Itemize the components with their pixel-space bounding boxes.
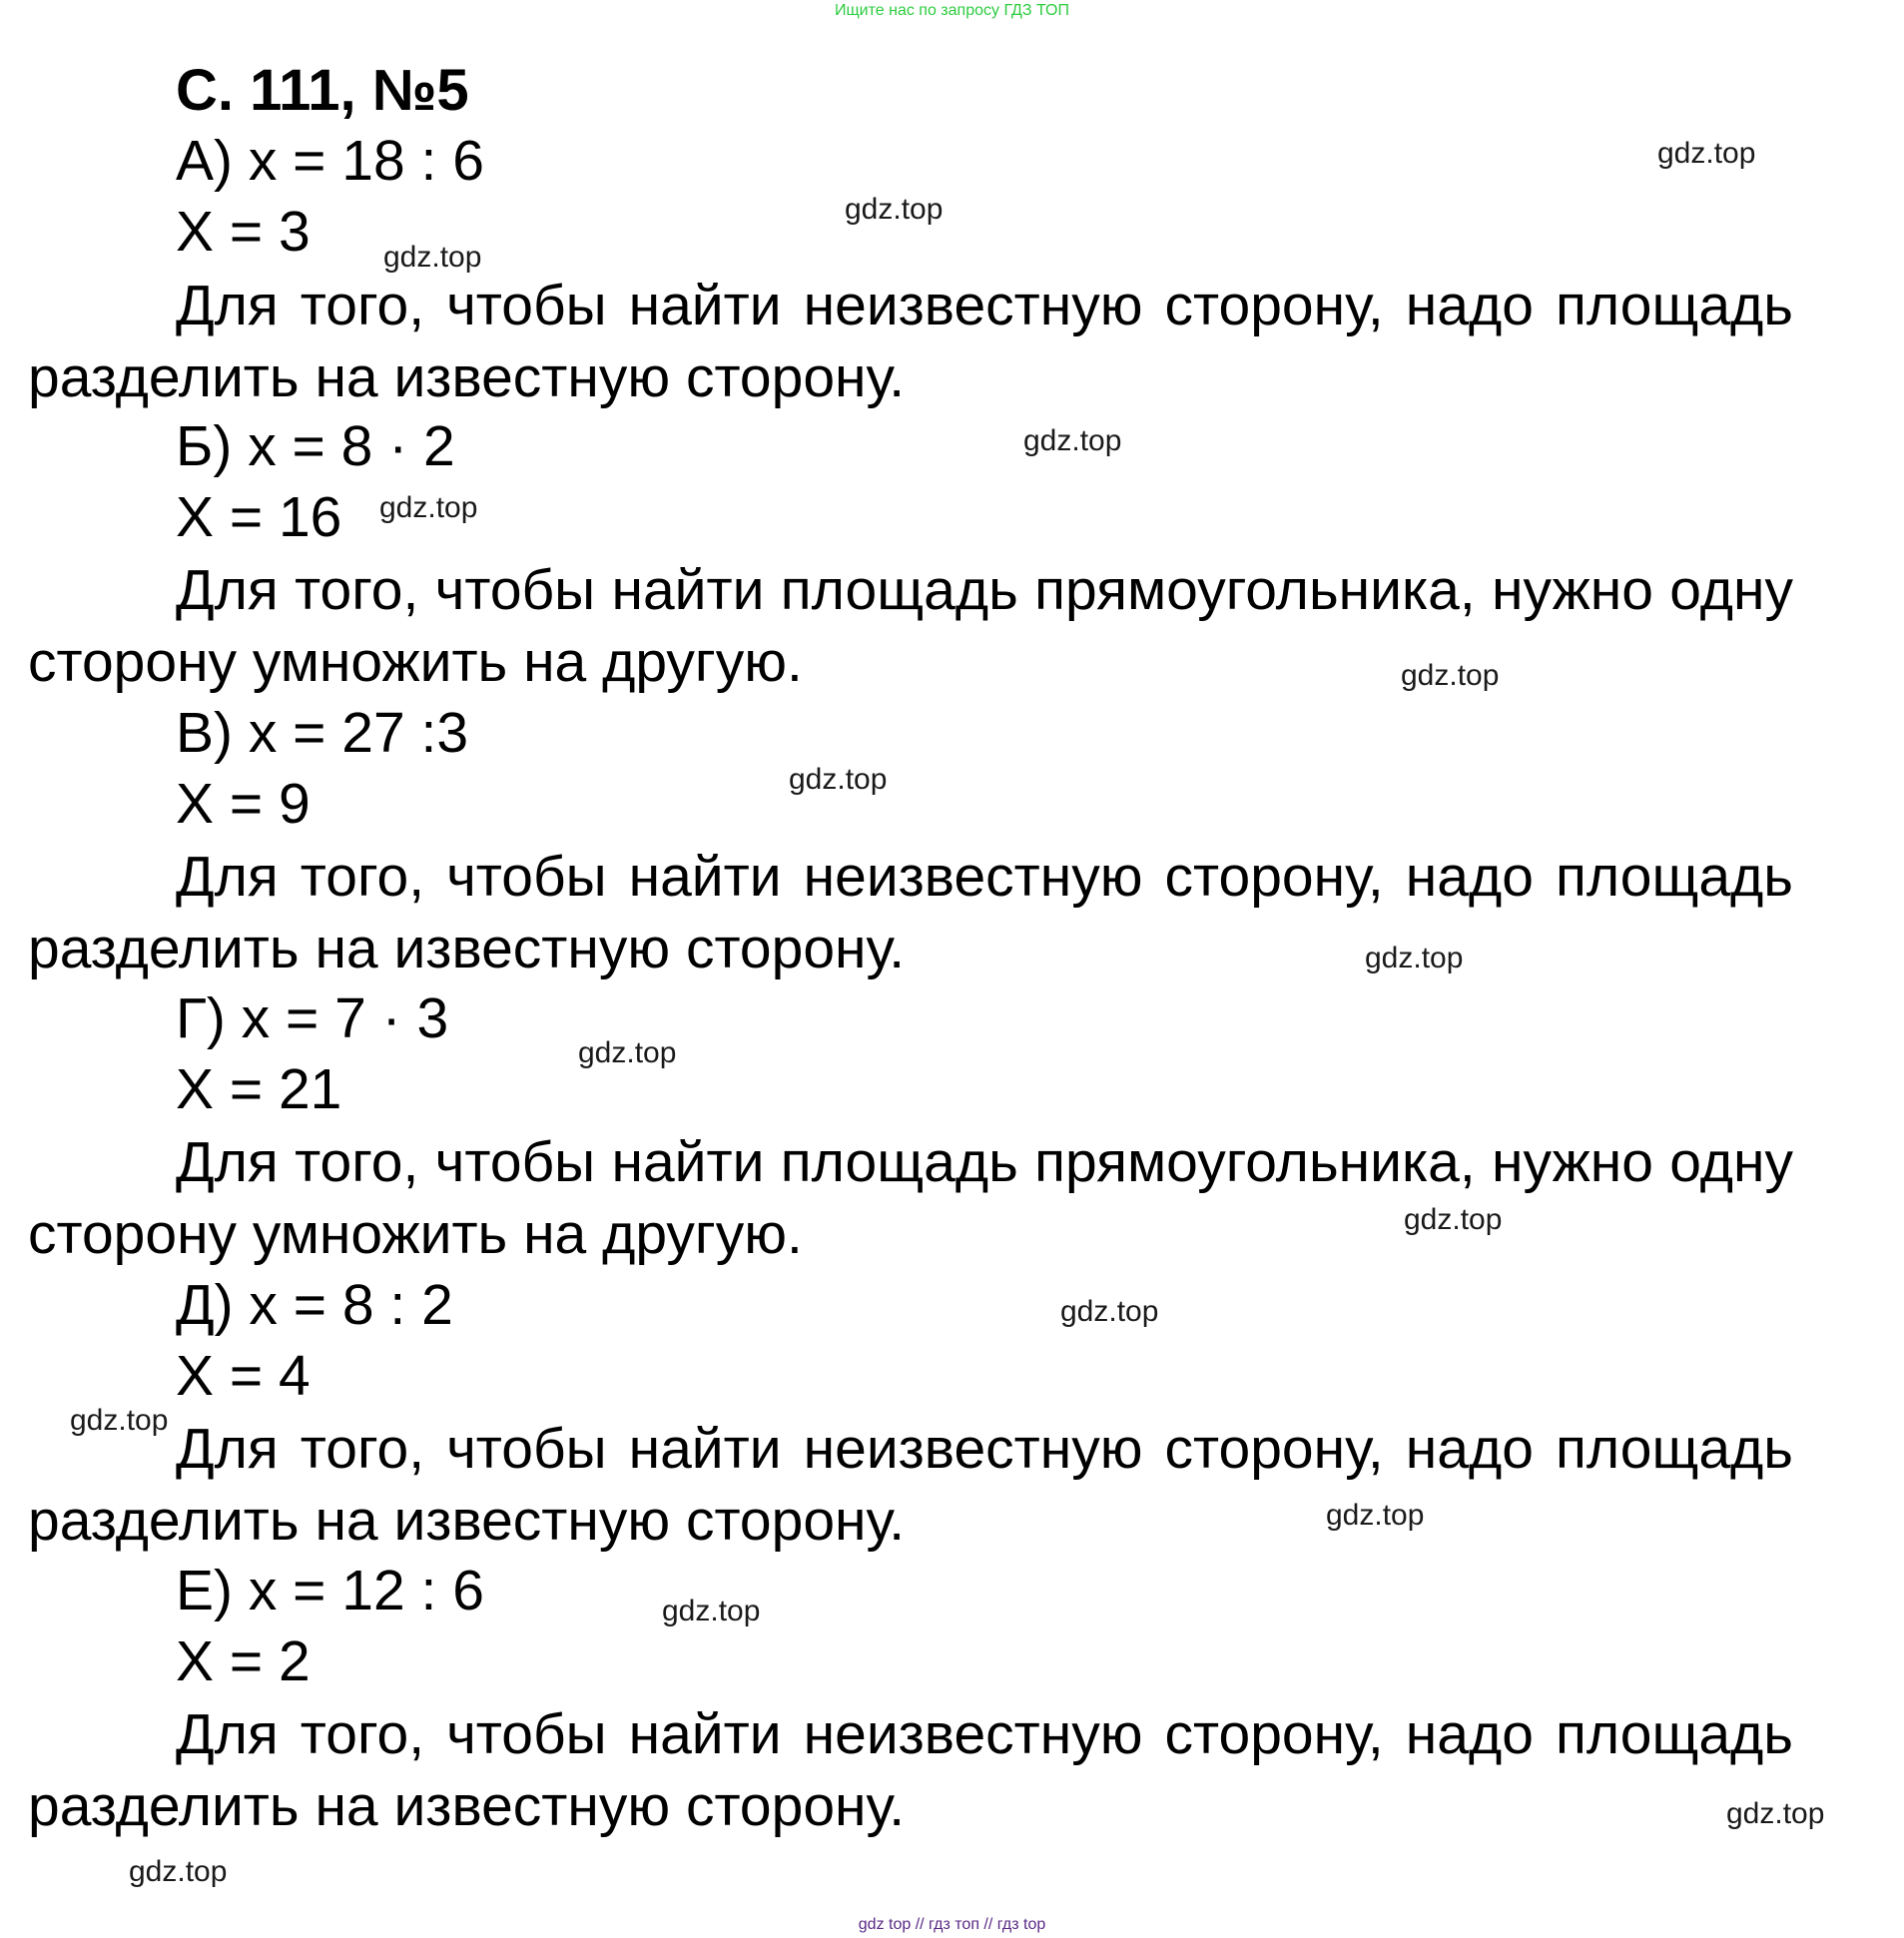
watermark: gdz.top bbox=[129, 1855, 228, 1888]
footer: gdz top // гдз топ // гдз top bbox=[858, 1916, 1046, 1933]
explanation-d: Для того, чтобы найти неизвестную сторону, надо площадь разделить на известную сторону. bbox=[28, 1417, 1793, 1553]
watermark: gdz.top bbox=[1657, 137, 1756, 170]
watermark: gdz.top bbox=[789, 763, 888, 796]
watermark: gdz.top bbox=[1404, 1203, 1503, 1236]
explanation-v: Для того, чтобы найти неизвестную сторону, надо площадь разделить на известную сторону. bbox=[28, 845, 1793, 980]
explanation-b: Для того, чтобы найти площадь прямоугольника, нужно одну сторону умножить на другую. bbox=[28, 558, 1793, 694]
result-g: X = 21 bbox=[176, 1057, 342, 1121]
result-d: X = 4 bbox=[176, 1344, 311, 1408]
result-a: X = 3 bbox=[176, 200, 311, 264]
top-banner: Ищите нас по запросу ГДЗ ТОП bbox=[835, 2, 1069, 19]
equation-d: Д) x = 8 : 2 bbox=[176, 1273, 453, 1337]
result-v: X = 9 bbox=[176, 772, 311, 836]
equation-b: Б) x = 8 · 2 bbox=[176, 414, 455, 478]
page-title: С. 111, №5 bbox=[176, 58, 469, 123]
explanation-a: Для того, чтобы найти неизвестную сторону, надо площадь разделить на известную сторону. bbox=[28, 274, 1793, 409]
watermark: gdz.top bbox=[383, 241, 482, 274]
result-e: X = 2 bbox=[176, 1629, 311, 1693]
watermark: gdz.top bbox=[1401, 659, 1500, 692]
watermark: gdz.top bbox=[379, 491, 478, 524]
watermark: gdz.top bbox=[70, 1404, 169, 1437]
explanation-e: Для того, чтобы найти неизвестную сторону, надо площадь разделить на известную сторону. bbox=[28, 1702, 1793, 1838]
equation-v: В) x = 27 :3 bbox=[176, 701, 469, 765]
watermark: gdz.top bbox=[662, 1595, 761, 1627]
watermark: gdz.top bbox=[1365, 942, 1464, 974]
equation-a: А) x = 18 : 6 bbox=[176, 129, 484, 193]
watermark: gdz.top bbox=[1326, 1499, 1425, 1532]
explanation-g: Для того, чтобы найти площадь прямоугольника, нужно одну сторону умножить на другую. bbox=[28, 1130, 1793, 1266]
equation-e: Е) x = 12 : 6 bbox=[176, 1559, 484, 1622]
watermark: gdz.top bbox=[845, 193, 944, 226]
watermark: gdz.top bbox=[1023, 424, 1122, 457]
equation-g: Г) x = 7 · 3 bbox=[176, 986, 449, 1050]
watermark: gdz.top bbox=[1726, 1797, 1825, 1830]
result-b: X = 16 bbox=[176, 485, 342, 549]
watermark: gdz.top bbox=[578, 1036, 677, 1069]
watermark: gdz.top bbox=[1060, 1295, 1159, 1328]
